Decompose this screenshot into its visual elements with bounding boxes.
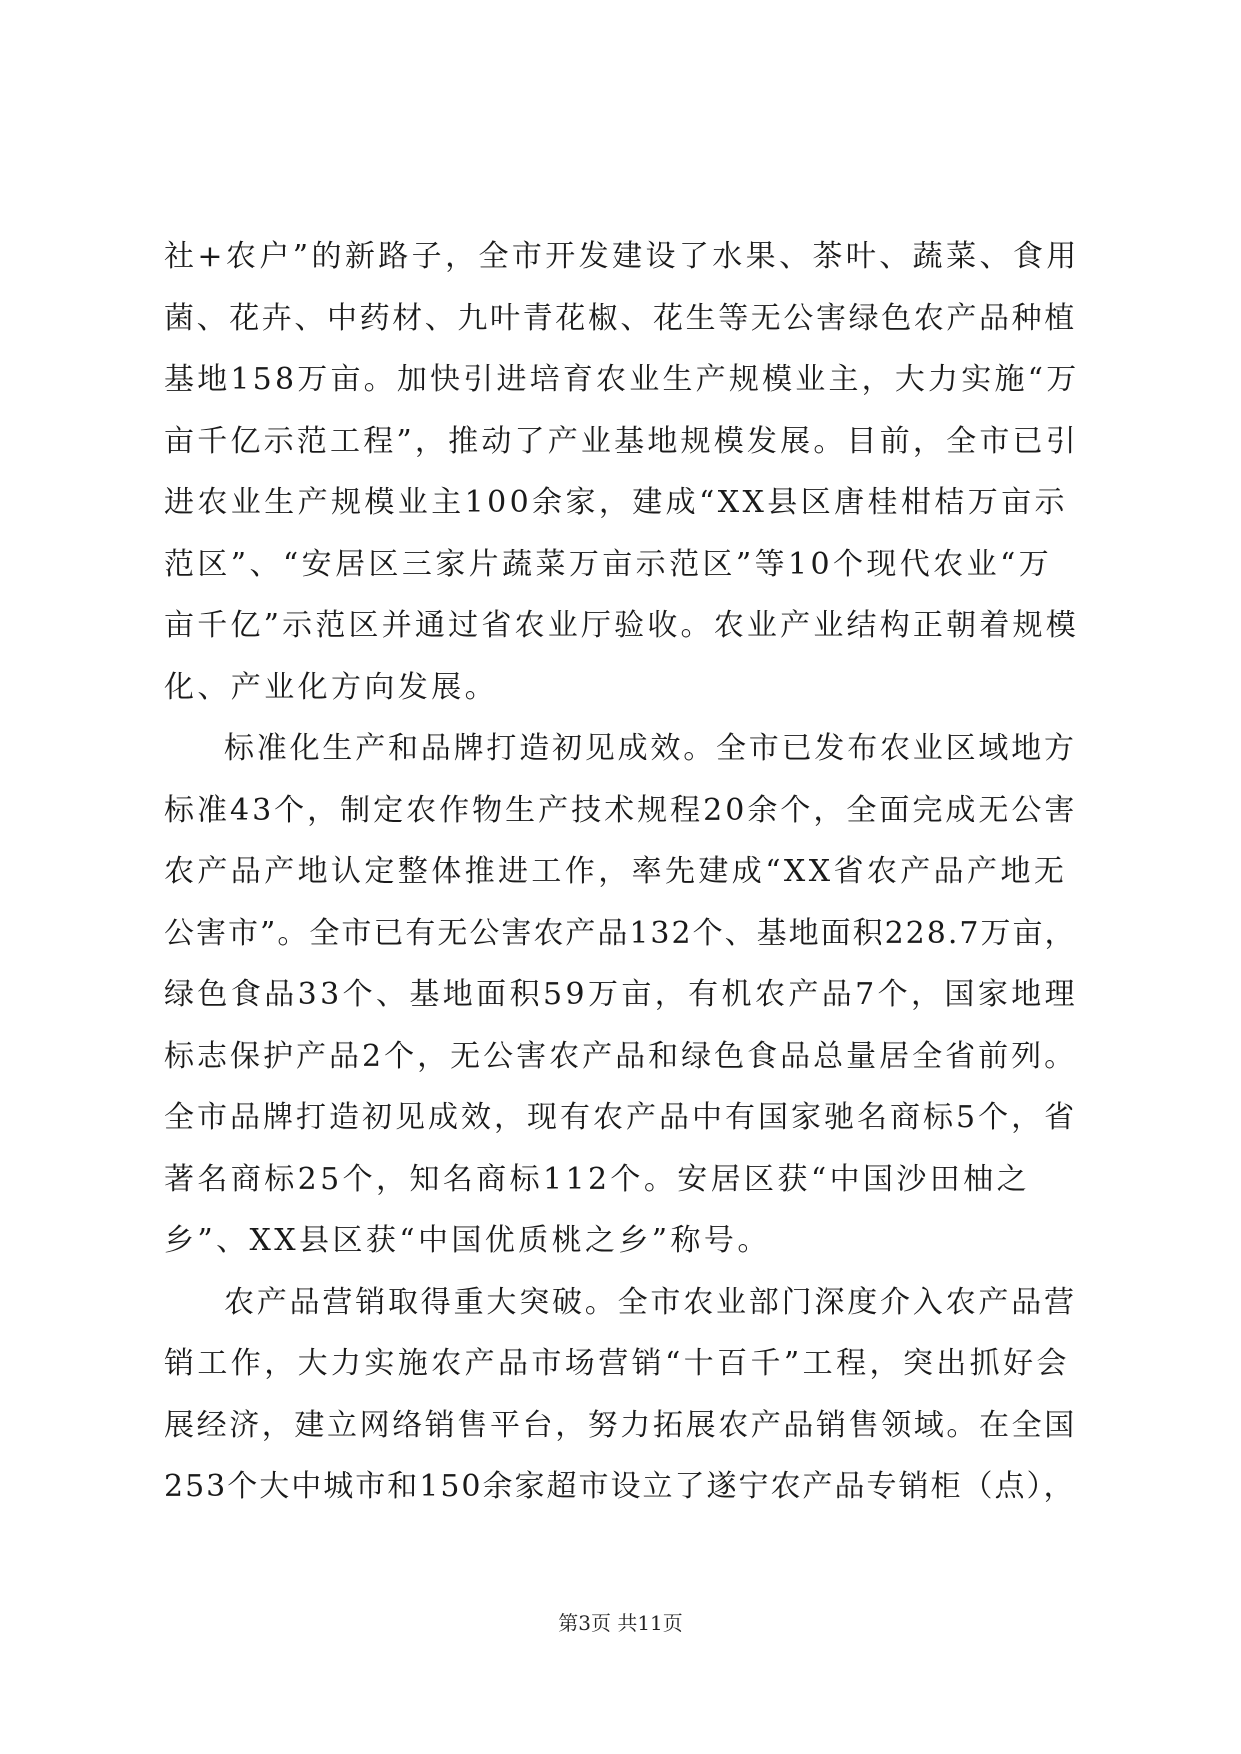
text-line: 范区”、“安居区三家片蔬菜万亩示范区”等10个现代农业“万 (164, 546, 1053, 582)
paragraph-first-line: 标准化生产和品牌打造初见成效。全市已发布农业区域地方 (224, 731, 1077, 766)
text-line: 全市品牌打造初见成效，现有农产品中有国家驰名商标5个，省 (164, 1100, 1078, 1135)
text-line: 亩千亿”示范区并通过省农业厅验收。农业产业结构正朝着规模 (164, 608, 1079, 643)
text-line: 标准43个，制定农作物生产技术规程20余个，全面完成无公害 (164, 792, 1078, 828)
paragraph-first-line: 农产品营销取得重大突破。全市农业部门深度介入农产品营 (224, 1284, 1077, 1320)
text-line: 公害市”。全市已有无公害农产品132个、基地面积228.7万亩， (164, 915, 1077, 951)
text-line: 社+农户”的新路子，全市开发建设了水果、茶叶、蔬菜、食用 (164, 239, 1080, 274)
text-line: 亩千亿示范工程”，推动了产业基地规模发展。目前，全市已引 (164, 423, 1079, 459)
text-line: 著名商标25个，知名商标112个。安居区获“中国沙田柚之 (164, 1161, 1030, 1197)
text-line: 展经济，建立网络销售平台，努力拓展农产品销售领域。在全国 (164, 1407, 1077, 1443)
text-line: 菌、花卉、中药材、九叶青花椒、花生等无公害绿色农产品种植 (164, 300, 1077, 336)
text-line: 农产品产地认定整体推进工作，率先建成“XX省农产品产地无 (164, 854, 1068, 889)
text-line: 标志保护产品2个，无公害农产品和绿色食品总量居全省前列。 (164, 1038, 1078, 1074)
text-line: 进农业生产规模业主100余家，建成“XX县区唐桂柑桔万亩示 (164, 485, 1068, 520)
page-footer: 第3页 共11页 (558, 1611, 683, 1635)
text-line: 乡”、XX县区获“中国优质桃之乡”称号。 (164, 1223, 771, 1258)
text-line: 基地158万亩。加快引进培育农业生产规模业主，大力实施“万 (164, 362, 1080, 397)
body-text (164, 226, 1080, 1518)
text-line: 253个大中城市和150余家超市设立了遂宁农产品专销柜（点）， (164, 1469, 1076, 1504)
text-line: 销工作，大力实施农产品市场营销“十百千”工程，突出抓好会 (164, 1346, 1070, 1381)
text-line: 绿色食品33个、基地面积59万亩，有机农产品7个，国家地理 (164, 977, 1079, 1012)
text-line: 化、产业化方向发展。 (164, 669, 498, 705)
